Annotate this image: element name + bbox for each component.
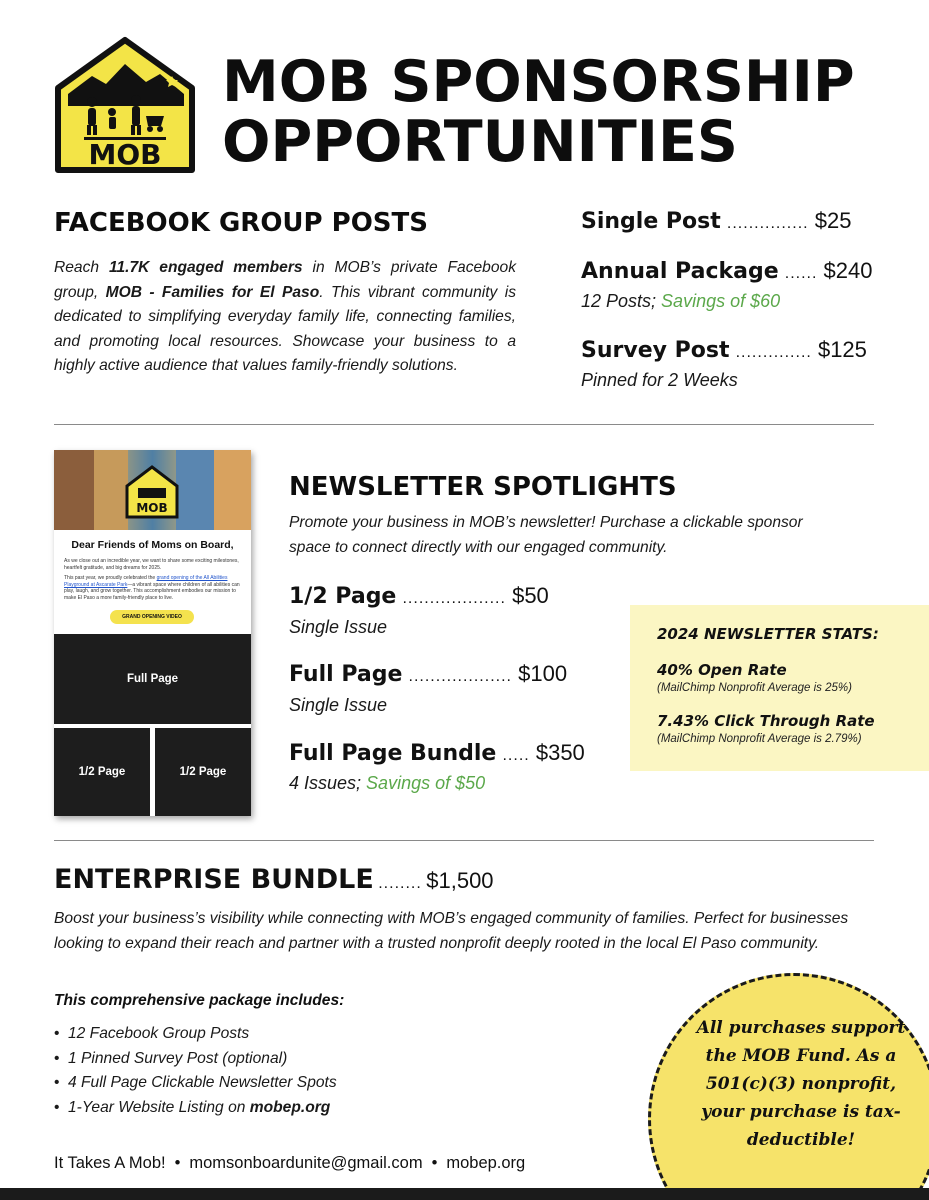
price-value: $350: [535, 740, 585, 765]
price-dots: ...................: [402, 590, 506, 607]
stat-item: [657, 661, 929, 694]
footer-email-link[interactable]: momsonboardunite@gmail.com: [189, 1154, 423, 1172]
footer-website-link[interactable]: mobep.org: [446, 1154, 526, 1172]
savings-text: Savings of $50: [366, 773, 486, 793]
price-dots: .....: [502, 747, 530, 764]
stat-item: [657, 712, 929, 745]
newsletter-playground-link[interactable]: grand opening of the All Abilities Playground at Ascarate Park: [64, 575, 228, 588]
facebook-members-count: 11.7K engaged members: [108, 259, 303, 276]
price-value: $125: [817, 337, 867, 362]
half-page-ad-slot-2: 1/2 Page: [155, 728, 251, 816]
price-name: Full Page: [289, 662, 403, 687]
section-divider: [54, 840, 874, 841]
price-dots: ......: [784, 265, 818, 282]
price-full-page: [289, 661, 567, 687]
price-value: $50: [512, 583, 549, 608]
newsletter-header-photo: [54, 450, 251, 530]
list-item: • 4 Full Page Clickable Newsletter Spots: [54, 1071, 337, 1096]
newsletter-stats-box: [630, 605, 929, 771]
price-name: Single Post: [581, 209, 721, 234]
facebook-desc-part: in MOB’s private Facebook group,: [54, 259, 516, 301]
price-value: $25: [814, 208, 852, 233]
section-divider: [54, 424, 874, 425]
enterprise-includes-label: This comprehensive package includes:: [54, 992, 345, 1009]
price-dots: ...................: [408, 668, 512, 685]
stat-note: (MailChimp Nonprofit Average is 25%): [657, 682, 852, 694]
full-page-ad-slot: Full Page: [54, 634, 251, 724]
price-single-post: [581, 208, 851, 234]
logo-text: MOB: [88, 138, 162, 171]
list-item: [54, 1096, 337, 1121]
price-full-page-bundle: [289, 740, 585, 766]
price-annual-sub: [581, 291, 780, 312]
stat-open-rate: 40% Open Rate: [657, 661, 787, 679]
price-half-page: [289, 583, 549, 609]
price-sub-text: 12 Posts;: [581, 291, 662, 311]
price-name: 1/2 Page: [289, 584, 397, 609]
badge-text: All purchases support the MOB Fund. As a 501(c)(3) nonprofit, your purchase is tax-deductible!: [696, 1018, 906, 1150]
newsletter-greeting: Dear Friends of Moms on Board,: [71, 539, 234, 551]
price-name: Survey Post: [581, 338, 730, 363]
price-value: $240: [823, 258, 873, 283]
stat-note: (MailChimp Nonprofit Average is 2.79%): [657, 733, 862, 745]
list-item-text: 1-Year Website Listing on: [68, 1098, 250, 1116]
price-name: Annual Package: [581, 259, 779, 284]
price-dots: ........: [378, 875, 422, 892]
stats-title: 2024 NEWSLETTER STATS:: [657, 625, 879, 643]
facebook-desc-part: . This vibrant community is dedicated to simplifying everyday family life, connecting families, and promoting local resources. Showcase your business to a highly active audience that values family-friendly solutions.: [54, 283, 516, 374]
price-full-page-sub: Single Issue: [289, 695, 388, 715]
price-half-page-sub: Single Issue: [289, 617, 388, 637]
newsletter-para-2: [64, 575, 241, 601]
newsletter-para-text: —a vibrant space where children of all abilities can play, laugh, and grow together. This accomplishment embodies our mission to make El Paso a more family-friendly place to live.: [64, 581, 240, 601]
facebook-desc-part: Reach: [54, 259, 109, 276]
page-title: [222, 49, 902, 175]
price-survey-post: [581, 337, 867, 363]
grand-opening-video-button[interactable]: GRAND OPENING VIDEO: [110, 610, 194, 624]
savings-text: Savings of $60: [661, 291, 781, 311]
svg-text:MOB: MOB: [136, 501, 168, 515]
price-survey-sub: Pinned for 2 Weeks: [581, 370, 738, 390]
list-item: • 1 Pinned Survey Post (optional): [54, 1047, 337, 1072]
facebook-group-name: MOB - Families for El Paso: [105, 283, 320, 301]
price-value: $100: [518, 661, 568, 686]
price-full-page-bundle-sub: [289, 773, 485, 794]
half-page-ad-slot-1: 1/2 Page: [54, 728, 150, 816]
newsletter-description: Promote your business in MOB’s newsletter! Purchase a clickable sponsor space to connect directly with our engaged community.: [289, 514, 803, 556]
footer-tagline: It Takes A Mob!: [54, 1154, 166, 1172]
list-item: • 12 Facebook Group Posts: [54, 1022, 337, 1047]
bottom-bar: [0, 1188, 929, 1200]
price-dots: ...............: [726, 215, 809, 232]
newsletter-heading: NEWSLETTER SPOTLIGHTS: [289, 472, 677, 502]
facebook-heading: FACEBOOK GROUP POSTS: [54, 208, 428, 238]
price-dots: ..............: [735, 344, 812, 361]
page-title-line-1: MOB SPONSORSHIP: [222, 49, 855, 115]
newsletter-logo: [124, 464, 180, 520]
enterprise-price-row: [54, 864, 494, 895]
price-sub-text: 4 Issues;: [289, 773, 367, 793]
facebook-description: [54, 256, 516, 379]
newsletter-para-1: As we close out an incredible year, we want to share some exciting milestones, heartfelt gratitude, and big dreams for 2025.: [64, 558, 239, 571]
footer-separator: •: [431, 1154, 438, 1172]
enterprise-price: $1,500: [426, 868, 494, 893]
price-name: Full Page Bundle: [289, 741, 497, 766]
page-title-line-2: OPPORTUNITIES: [222, 109, 738, 175]
footer: [54, 1154, 525, 1173]
enterprise-includes-list: [54, 1022, 337, 1120]
price-annual-package: [581, 258, 873, 284]
footer-separator: •: [174, 1154, 181, 1172]
newsletter-mockup: [54, 450, 251, 816]
newsletter-para-text: This past year, we proudly celebrated the: [64, 575, 157, 582]
website-link[interactable]: mobep.org: [249, 1098, 331, 1116]
stat-click-rate: 7.43% Click Through Rate: [657, 712, 875, 730]
enterprise-description: Boost your business’s visibility while connecting with MOB’s engaged community of families. Perfect for businesses looking to expand their reach and partner with a trusted nonprofit deeply rooted in the local El Paso community.: [54, 910, 849, 952]
mob-logo: [54, 36, 196, 174]
enterprise-heading: ENTERPRISE BUNDLE: [54, 864, 374, 895]
